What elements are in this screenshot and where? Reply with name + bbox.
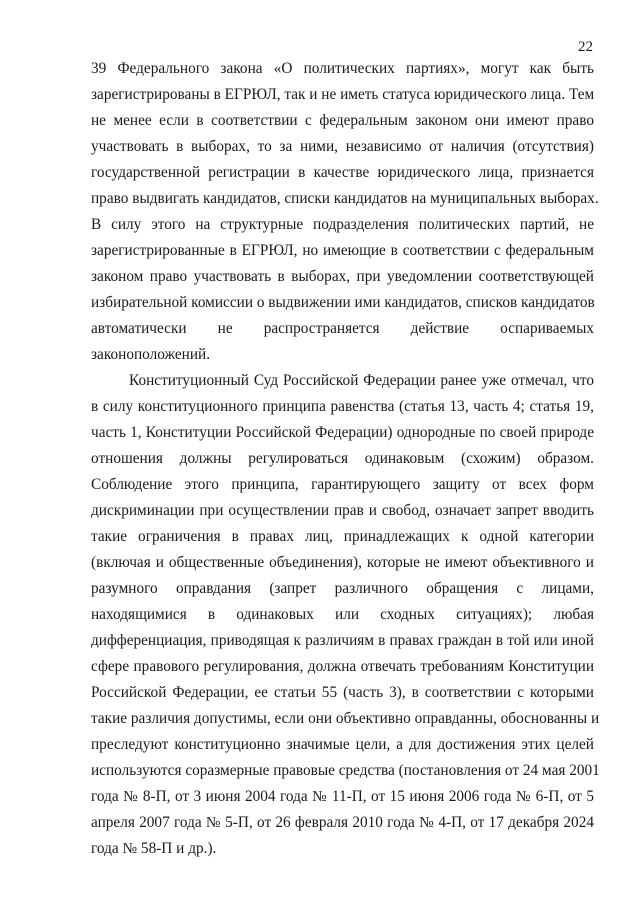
text-line: находящимися в одинаковых или сходных ситуациях); любая <box>91 606 594 623</box>
text-line: Конституционный Суд Российской Федерации ранее уже отмечал, что <box>129 372 594 389</box>
text-line: (включая и общественные объединения), которые не имеют объективного и <box>91 554 594 571</box>
text-line: право выдвигать кандидатов, списки кандидатов на муниципальных выборах. <box>91 190 599 207</box>
paragraph-1 <box>91 56 599 368</box>
text-line: такие ограничения в правах лиц, принадлежащих к одной категории <box>91 528 594 545</box>
document-body <box>91 56 600 862</box>
text-line: 39 Федерального закона «О политических партиях», могут как быть <box>91 60 594 77</box>
text-line: зарегистрированные в ЕГРЮЛ, но имеющие в соответствии с федеральным <box>91 242 594 259</box>
text-line: преследуют конституционно значимые цели, а для достижения этих целей <box>91 736 594 753</box>
text-line: сфере правового регулирования, должна отвечать требованиям Конституции <box>91 658 594 675</box>
text-line: дискриминации при осуществлении прав и свобод, означает запрет вводить <box>91 502 594 519</box>
text-line: часть 1, Конституции Российской Федерации) однородные по своей природе <box>91 424 594 441</box>
text-line: автоматически не распространяется действие оспариваемых <box>91 320 594 337</box>
text-line: законом право участвовать в выборах, при уведомлении соответствующей <box>91 268 594 285</box>
text-line: законоположений. <box>91 346 211 363</box>
text-line: избирательной комиссии о выдвижении ими кандидатов, списков кандидатов <box>91 294 595 311</box>
text-line: разумного оправдания (запрет различного обращения с лицами, <box>91 580 594 597</box>
text-line: государственной регистрации в качестве юридического лица, признается <box>91 164 594 181</box>
text-line: года № 58-П и др.). <box>91 840 217 857</box>
text-line: такие различия допустимы, если они объективно оправданны, обоснованны и <box>91 710 600 727</box>
text-line: года № 8-П, от 3 июня 2004 года № 11-П, от 15 июня 2006 года № 6-П, от 5 <box>91 788 594 805</box>
text-line: апреля 2007 года № 5-П, от 26 февраля 2010 года № 4-П, от 17 декабря 2024 <box>91 814 594 831</box>
text-line: зарегистрированы в ЕГРЮЛ, так и не иметь статуса юридического лица. Тем <box>91 86 595 103</box>
text-line: отношения должны регулироваться одинаковым (схожим) образом. <box>91 450 594 467</box>
text-line: участвовать в выборах, то за ними, независимо от наличия (отсутствия) <box>91 138 594 155</box>
text-line: используются соразмерные правовые средства (постановления от 24 мая 2001 <box>91 762 600 779</box>
text-line: Соблюдение этого принципа, гарантирующего защиту от всех форм <box>91 476 594 493</box>
text-line: Российской Федерации, ее статьи 55 (часть 3), в соответствии с которыми <box>91 684 594 701</box>
text-line: В силу этого на структурные подразделения политических партий, не <box>91 216 594 233</box>
text-line: дифференциация, приводящая к различиям в правах граждан в той или иной <box>91 632 594 649</box>
text-line: в силу конституционного принципа равенства (статья 13, часть 4; статья 19, <box>91 398 594 415</box>
page-number: 22 <box>578 39 593 55</box>
paragraph-2 <box>91 368 600 862</box>
text-line: не менее если в соответствии с федеральным законом они имеют право <box>91 112 594 129</box>
